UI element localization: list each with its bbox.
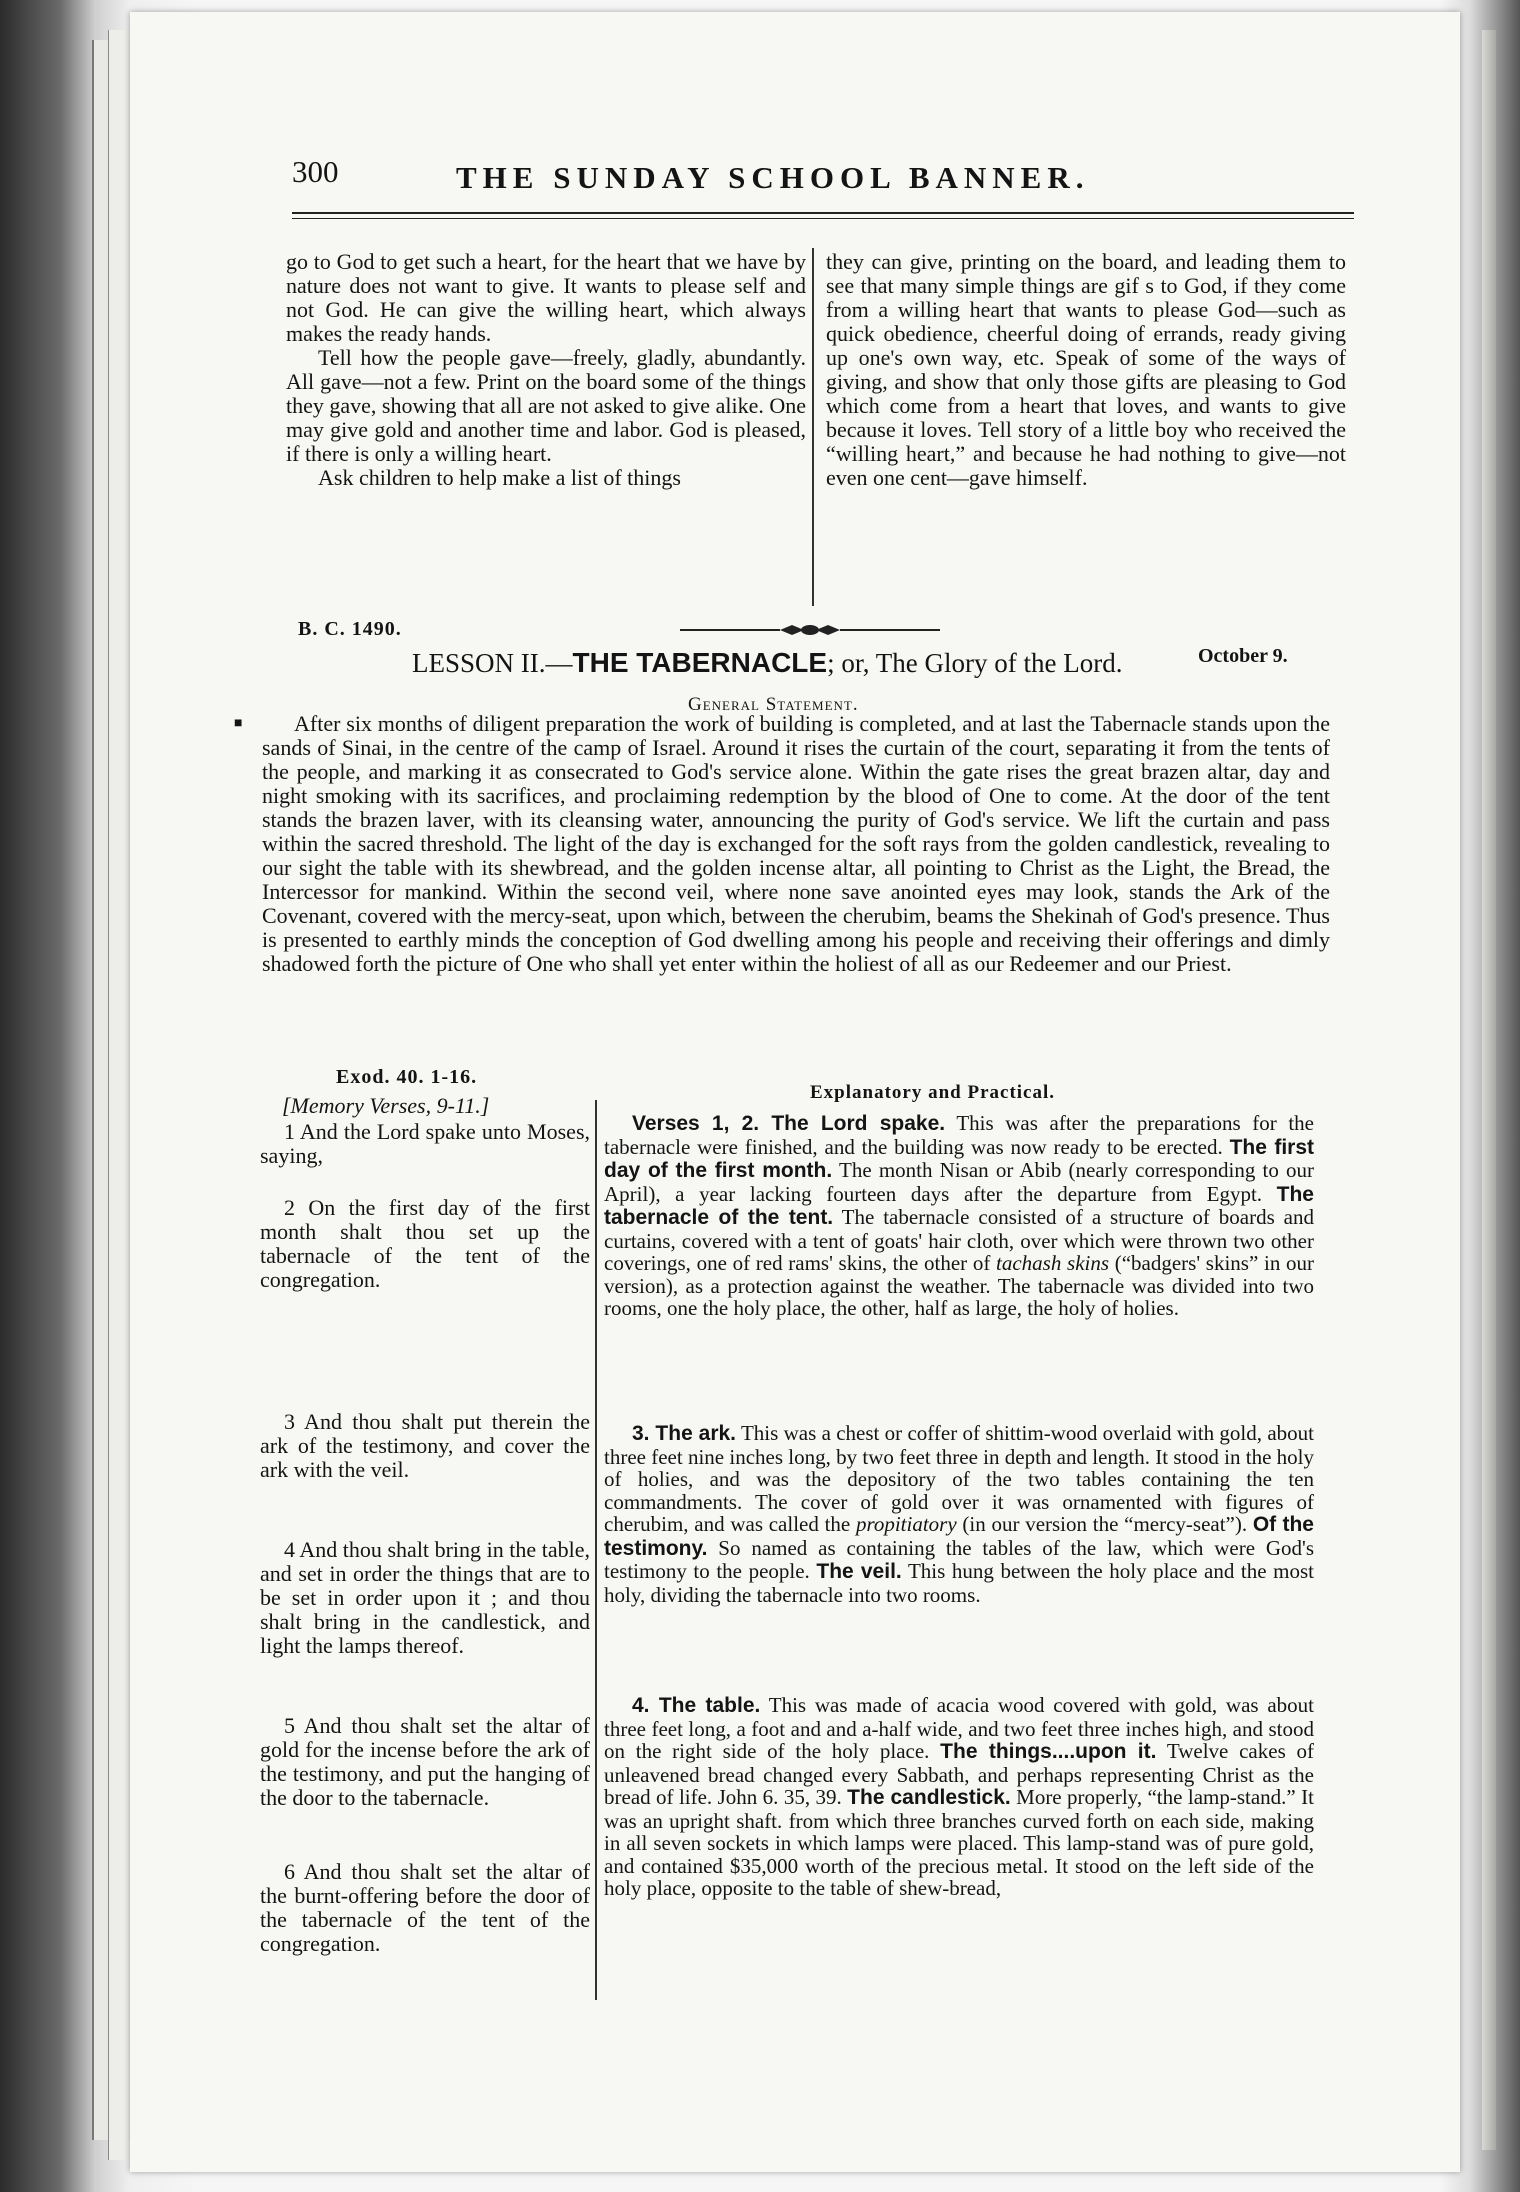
verse bbox=[260, 1538, 590, 1658]
verse bbox=[260, 1120, 590, 1168]
verse bbox=[260, 1714, 590, 1810]
binding-gutter bbox=[1482, 30, 1496, 2150]
general-statement-heading: General Statement. bbox=[688, 694, 859, 715]
margin-mark: ■ bbox=[234, 716, 243, 731]
date-bc: B. C. 1490. bbox=[298, 618, 402, 640]
page-stack-edge-inner bbox=[108, 30, 129, 2160]
text: This was made of acacia wood covered with gold, was about three feet long, a foot and and a-half wide, and two feet three inches high, and stood on the right side of the holy place. bbox=[604, 1693, 1314, 1763]
verse bbox=[260, 1196, 590, 1292]
top-right-column bbox=[826, 250, 1346, 490]
commentary-paragraph bbox=[604, 1422, 1314, 1606]
paragraph: they can give, printing on the board, and leading them to see that many simple things are gif s to God, if they come from a willing heart that wants to please God—such as quick obedience, cheerful doing of errands, ready giving up one's own way, etc. Speak of some of the ways of giving, and show that only those gifts are pleasing to God which come from a heart that loves, and wants to give because it loves. Tell story of a little boy who received the “willing heart,” and because he had nothing to give—not even one cent—gave himself. bbox=[826, 249, 1346, 490]
commentary-paragraph bbox=[604, 1112, 1314, 1320]
keyword: The things....upon it. bbox=[940, 1740, 1157, 1763]
verse bbox=[260, 1860, 590, 1956]
commentary-block bbox=[604, 1422, 1314, 1606]
column-divider bbox=[595, 1100, 597, 2000]
keyword: 4. The table. bbox=[632, 1694, 761, 1717]
italic-term: tachash skins bbox=[996, 1251, 1110, 1275]
header-rule-thin bbox=[292, 218, 1354, 219]
lesson-title bbox=[412, 647, 1122, 679]
keyword: The veil. bbox=[816, 1560, 902, 1583]
keyword: Verses 1, 2. The Lord spake. bbox=[632, 1112, 946, 1135]
italic-term: propitiatory bbox=[855, 1512, 957, 1536]
lesson-title-bold: THE TABERNACLE bbox=[572, 647, 828, 678]
text: This was after the preparations for the tabernacle were finished, and the building was now ready to be erected. bbox=[604, 1111, 1314, 1159]
text: This was a chest or coffer of shittim-wood overlaid with gold, about three feet nine inches long, by two feet three in depth and length. It stood in the holy of holies, and was the depository of the two tables containing the ten commandments. The cover of gold over it was ornamented with figures of cherubim, and was called the bbox=[604, 1421, 1314, 1536]
paragraph: Ask children to help make a list of things bbox=[318, 465, 681, 490]
top-left-column bbox=[286, 250, 806, 490]
commentary-heading: Explanatory and Practical. bbox=[810, 1082, 1056, 1103]
verse-text: 6 And thou shalt set the altar of the burnt-offering before the door of the tabernacle of the tent of the congregation. bbox=[260, 1859, 590, 1956]
text: (“badgers' skins” in our version), as a protection against the weather. The tabernacle was divided into two rooms, one the holy place, the other, half as large, the holy of holies. bbox=[604, 1251, 1315, 1320]
commentary-paragraph bbox=[604, 1694, 1314, 1900]
text: More properly, “the lamp-stand.” It was an upright shaft. from which three branches curved forth on each side, making in all seven sockets in which lamps were placed. This lamp-stand was of pure gold, and contained $35,000 worth of the precious metal. It stood on the left side of the holy place, opposite to the table of shew-bread, bbox=[604, 1785, 1314, 1900]
verse-text: 3 And thou shalt put therein the ark of the testimony, and cover the ark with the veil. bbox=[260, 1409, 590, 1482]
commentary-block bbox=[604, 1112, 1314, 1320]
scripture-reference: Exod. 40. 1-16. bbox=[336, 1066, 478, 1088]
text: So named as containing the tables of the law, which were God's testimony to the people. bbox=[604, 1535, 1314, 1583]
keyword: The candlestick. bbox=[847, 1786, 1011, 1809]
text: The month Nisan or Abib (nearly corresponding to our April), a year lacking fourteen days after the departure from Egypt. bbox=[604, 1158, 1314, 1206]
header-rule bbox=[292, 212, 1354, 214]
text: The tabernacle consisted of a structure of boards and curtains, covered with a tent of goats' hair cloth, over which were thrown two other coverings, one of red rams' skins, the other of bbox=[604, 1205, 1315, 1275]
ornament-rule bbox=[680, 622, 940, 638]
paragraph: After six months of diligent preparation the work of building is completed, and at last the Tabernacle stands upon the sands of Sinai, in the centre of the camp of Israel. Around it rises the curtain of the court, separating it from the tents of the people, and marking it as consecrated to God's service alone. Within the gate rises the great brazen altar, day and night smoking with its sacrifices, and proclaiming redemption by the blood of One to come. At the door of the tent stands the brazen laver, with its cleansing water, announcing the purity of God's service. We lift the curtain and pass within the sacred threshold. The light of the day is exchanged for the soft rays from the golden candlestick, revealing to our sight the table with its shewbread, and the golden incense altar, all pointing to Christ as the Light, the Bread, the Intercessor for mankind. Within the second veil, where none save anointed eyes may look, stands the Ark of the Covenant, covered with the mercy-seat, upon which, between the cherubim, beams the Shekinah of God's presence. Thus is presented to earthly minds the conception of God dwelling among his people and receiving their offerings and dimly shadowed forth the picture of One who shall yet enter within the holiest of all as our Redeemer and our Priest. bbox=[262, 711, 1330, 976]
lesson-number: LESSON II.— bbox=[412, 648, 573, 678]
keyword: 3. The ark. bbox=[632, 1422, 737, 1445]
verse-text: 5 And thou shalt set the altar of gold for the incense before the ark of the testimony, and put the hanging of the door to the tabernacle. bbox=[260, 1713, 590, 1810]
paragraph: go to God to get such a heart, for the heart that we have by nature does not want to give. It wants to please self and not God. He can give the willing heart, which always makes the ready hands. bbox=[286, 249, 806, 346]
keyword: The first day of the first month. bbox=[604, 1135, 1314, 1182]
general-statement bbox=[262, 712, 1330, 976]
column-divider bbox=[812, 248, 814, 606]
paragraph: Tell how the people gave—freely, gladly, abundantly. All gave—not a few. Print on the board some of the things they gave, showing that all are not asked to give alike. One may give gold and another time and labor. God is pleased, if there is only a willing heart. bbox=[286, 345, 806, 466]
lesson-subtitle: ; or, The Glory of the Lord. bbox=[827, 648, 1123, 678]
lesson-date: October 9. bbox=[1198, 645, 1288, 667]
text: This hung between the holy place and the most holy, dividing the tabernacle into two rooms. bbox=[604, 1559, 1315, 1607]
commentary-block bbox=[604, 1694, 1314, 1900]
text: Twelve cakes of unleavened bread changed every Sabbath, and perhaps representing Christ as the bread of life. John 6. 35, 39. bbox=[604, 1739, 1314, 1809]
page-number: 300 bbox=[292, 154, 339, 189]
verse-text: 4 And thou shalt bring in the table, and set in order the things that are to be set in order upon it ; and thou shalt bring in the candlestick, and light the lamps thereof. bbox=[260, 1537, 590, 1658]
verse bbox=[260, 1410, 590, 1482]
verse-text: 1 And the Lord spake unto Moses, saying, bbox=[260, 1119, 590, 1168]
verse-text: 2 On the first day of the first month shalt thou set up the tabernacle of the tent of the congregation. bbox=[260, 1195, 590, 1292]
keyword: Of the testimony. bbox=[604, 1513, 1314, 1560]
keyword: The tabernacle of the tent. bbox=[604, 1182, 1314, 1229]
text: (in our version the “mercy-seat”). bbox=[956, 1512, 1253, 1536]
running-title: THE SUNDAY SCHOOL BANNER. bbox=[456, 160, 1090, 195]
memory-verses: [Memory Verses, 9-11.] bbox=[282, 1093, 490, 1118]
